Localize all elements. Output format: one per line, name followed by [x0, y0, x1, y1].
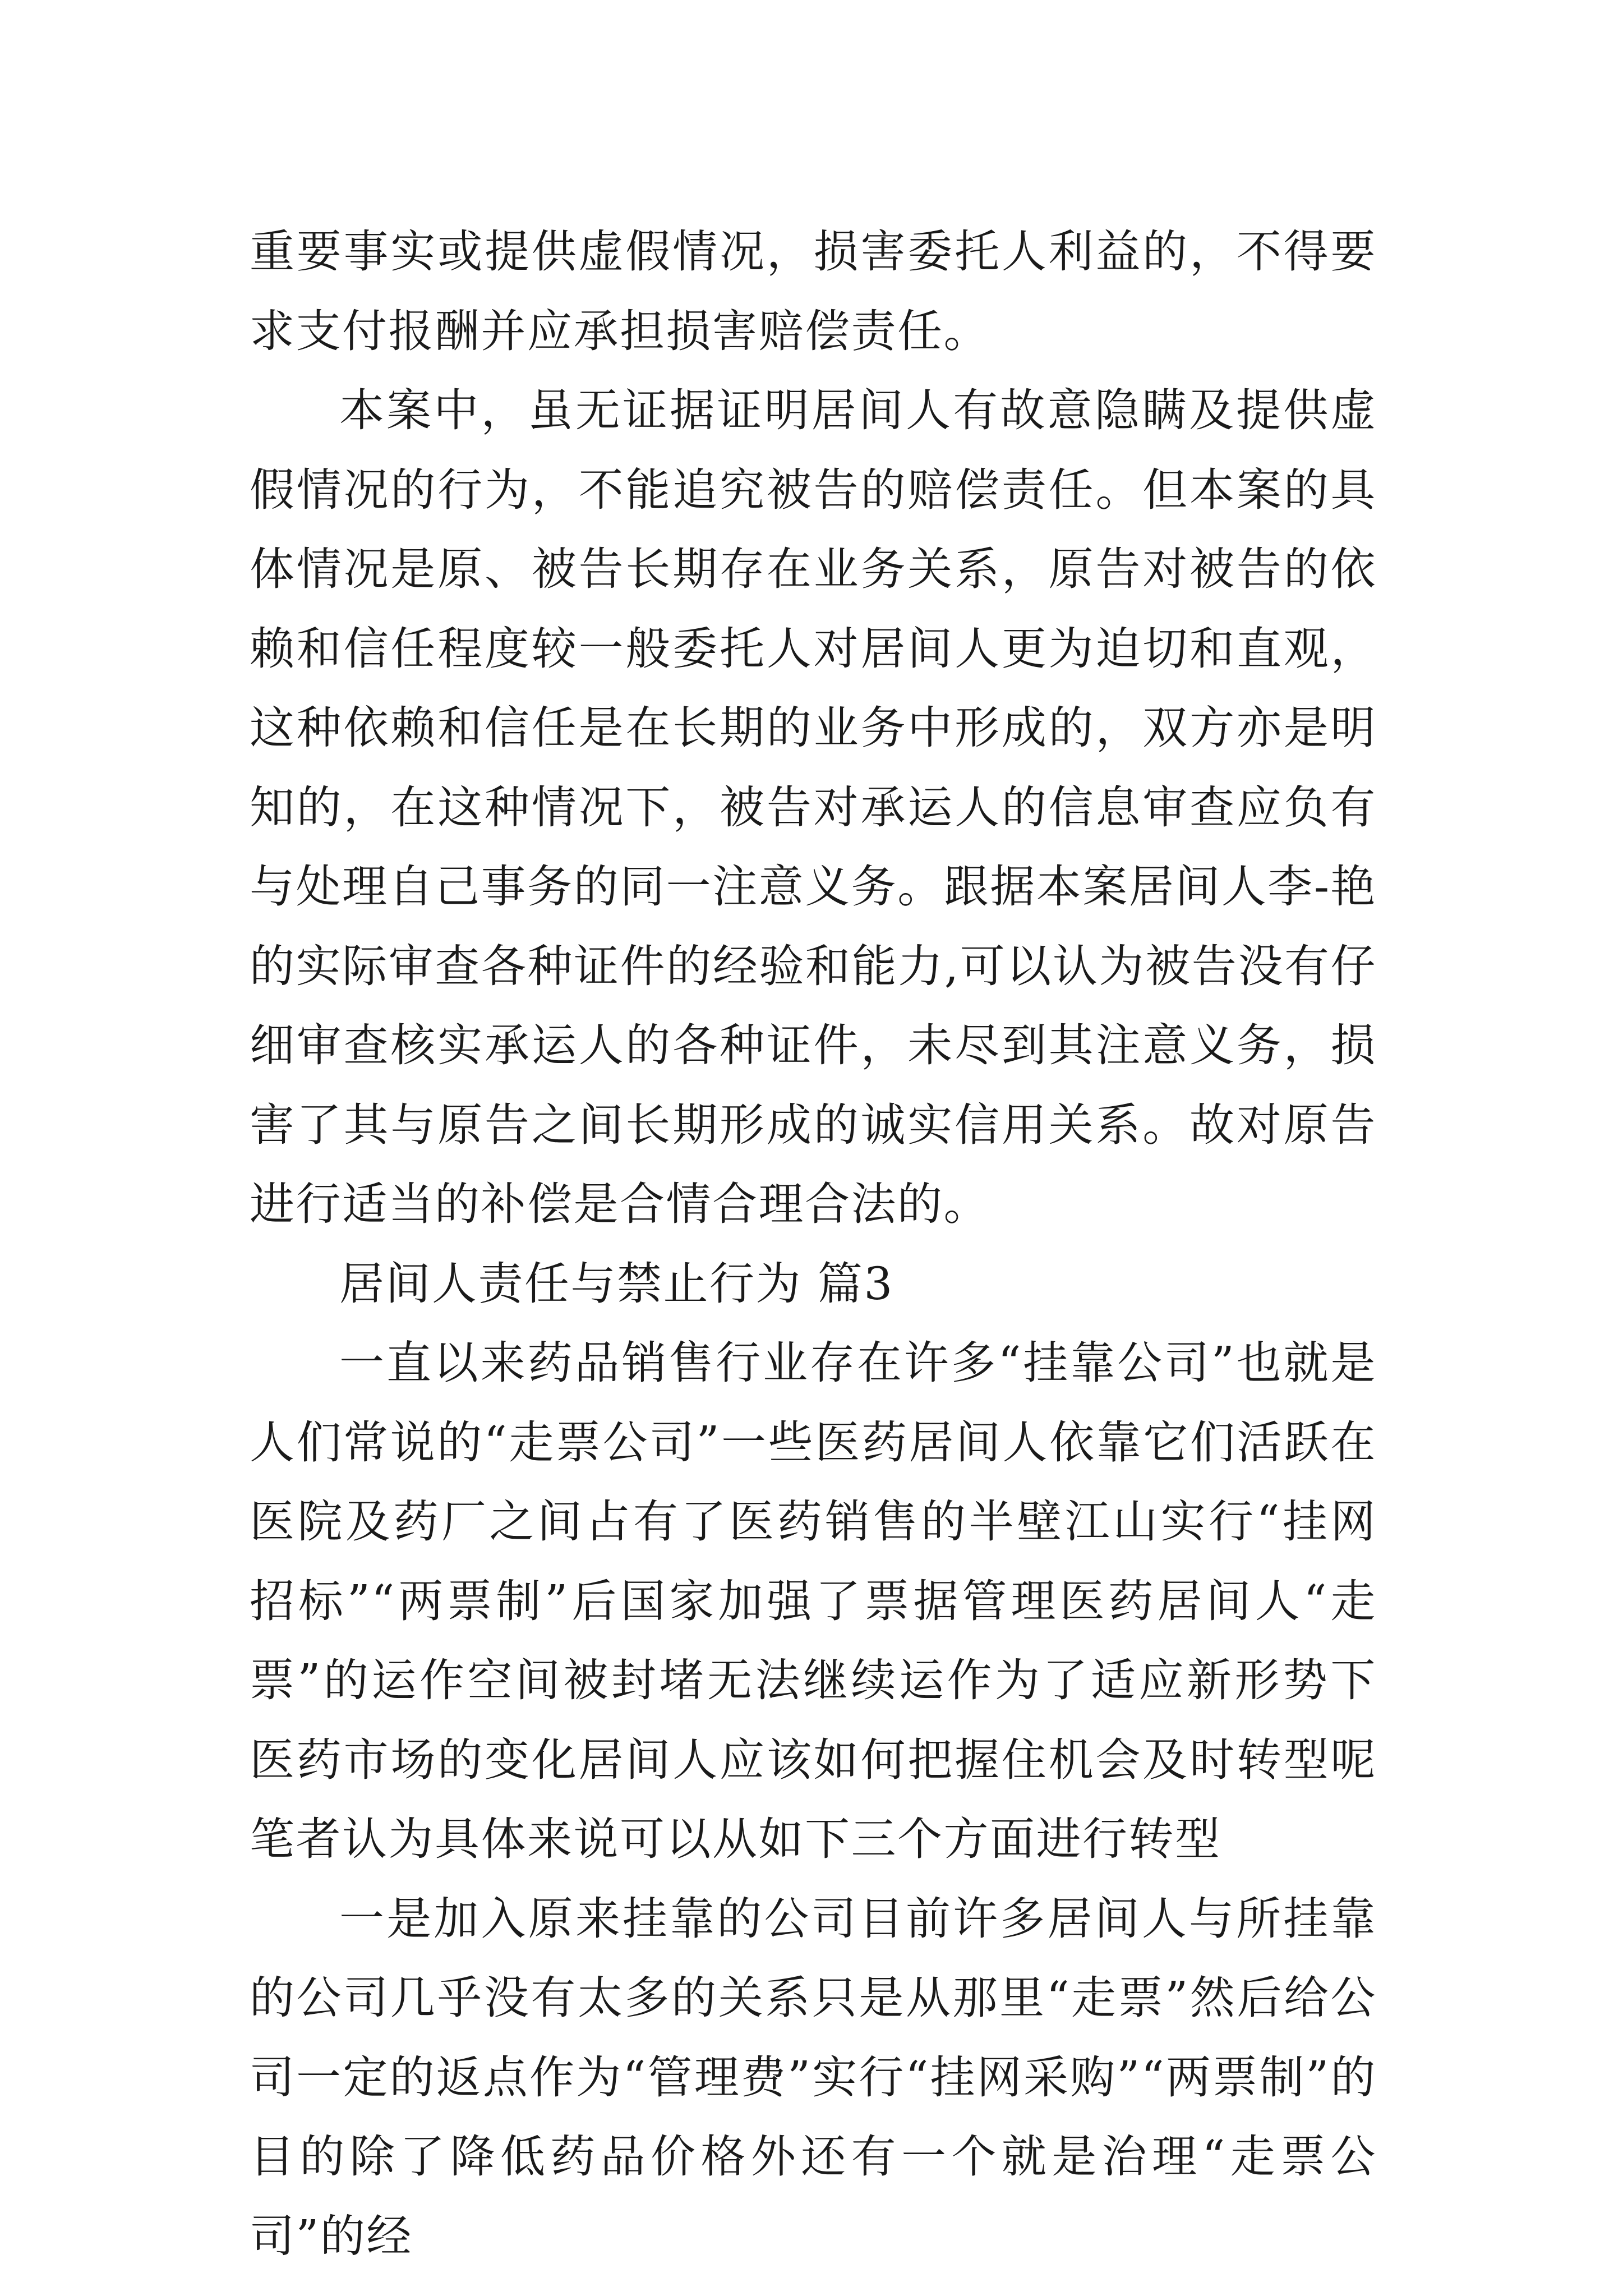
document-body [250, 212, 1377, 2276]
paragraph-case-analysis: 本案中，虽无证据证明居间人有故意隐瞒及提供虚假情况的行为，不能追究被告的赔偿责任。但本案的具体情况是原、被告长期存在业务关系，原告对被告的依赖和信任程度较一般委托人对居间人更为迫切和直观，这种依赖和信任是在长期的业务中形成的，双方亦是明知的，在这种情况下，被告对承运人的信息审查应负有与处理自己事务的同一注意义务。跟据本案居间人李-艳的实际审查各种证件的经验和能力,可以认为被告没有仔细审查核实承运人的各种证件，未尽到其注意义务，损害了其与原告之间长期形成的诚实信用关系。故对原告进行适当的补偿是合情合理合法的。 [250, 384, 1377, 1230]
paragraph-continuation: 重要事实或提供虚假情况，损害委托人利益的，不得要求支付报酬并应承担损害赔偿责任。 [250, 226, 1377, 357]
paragraph-industry-background: 一直以来药品销售行业存在许多“挂靠公司”也就是人们常说的“走票公司”一些医药居间人依靠它们活跃在医院及药厂之间占有了医药销售的半壁江山实行“挂网招标”“两票制”后国家加强了票据管理医药居间人“走票”的运作空间被封堵无法继续运作为了适应新形势下医药市场的变化居间人应该如何把握住机会及时转型呢笔者认为具体来说可以从如下三个方面进行转型 [250, 1337, 1377, 1865]
section-heading: 居间人责任与禁止行为 篇3 [339, 1257, 894, 1310]
paragraph-transformation-one: 一是加入原来挂靠的公司目前许多居间人与所挂靠的公司几乎没有太多的关系只是从那里“走票”然后给公司一定的返点作为“管理费”实行“挂网采购”“两票制”的目的除了降低药品价格外还有一个就是治理“走票公司”的经 [250, 1892, 1377, 2262]
